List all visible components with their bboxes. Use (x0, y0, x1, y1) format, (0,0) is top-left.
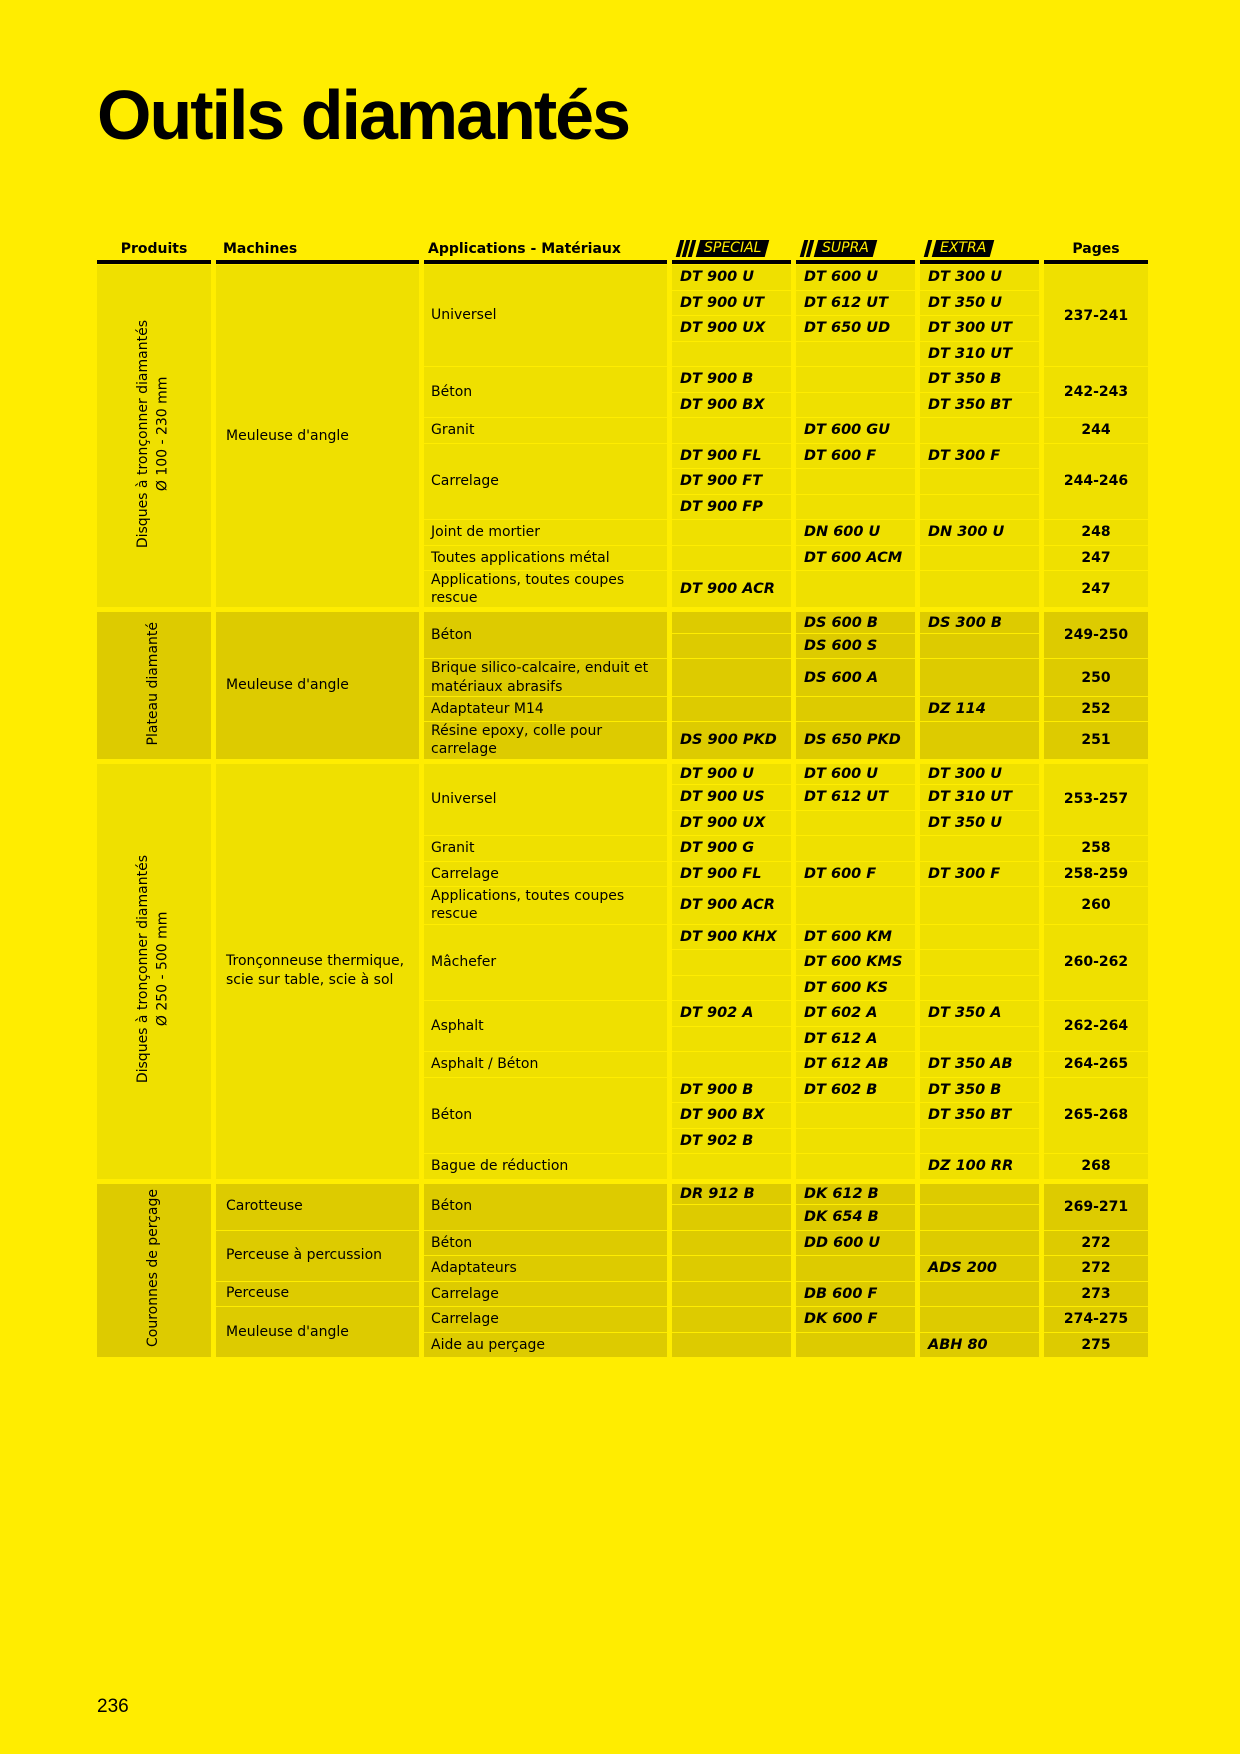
pages-cell: 272 (1044, 1255, 1148, 1281)
special-cell (672, 1255, 791, 1281)
application-cell: Brique silico-calcaire, enduit et matériaux abrasifs (424, 658, 667, 695)
header-row (97, 233, 1148, 264)
supra-cell (796, 366, 915, 392)
pages-cell: 250 (1044, 658, 1148, 695)
table-row (97, 607, 1148, 633)
special-cell: DT 900 ACR (672, 570, 791, 607)
special-cell (672, 519, 791, 545)
special-cell: DT 900 BX (672, 1102, 791, 1128)
pages-cell: 264-265 (1044, 1051, 1148, 1077)
pages-cell: 258-259 (1044, 861, 1148, 887)
extra-cell: DN 300 U (920, 519, 1039, 545)
special-cell (672, 658, 791, 695)
application-cell: Toutes applications métal (424, 545, 667, 571)
supra-cell: DK 612 B (796, 1179, 915, 1205)
supra-cell: DT 612 UT (796, 784, 915, 810)
extra-cell (920, 494, 1039, 520)
supra-cell (796, 392, 915, 418)
application-cell: Carrelage (424, 443, 667, 520)
extra-cell (920, 835, 1039, 861)
supra-cell (796, 1153, 915, 1179)
special-cell (672, 607, 791, 633)
product-cell (97, 607, 211, 758)
page-number: 236 (97, 1696, 129, 1717)
extra-cell: DT 300 F (920, 861, 1039, 887)
pages-cell: 260-262 (1044, 924, 1148, 1001)
pages-cell: 260 (1044, 886, 1148, 923)
application-cell: Carrelage (424, 1306, 667, 1332)
special-cell: DT 900 U (672, 759, 791, 785)
supra-cell (796, 1255, 915, 1281)
application-cell: Béton (424, 366, 667, 417)
special-cell: DT 900 KHX (672, 924, 791, 950)
extra-cell: DT 300 U (920, 759, 1039, 785)
supra-cell: DB 600 F (796, 1281, 915, 1307)
machine-cell: Perceuse (216, 1281, 419, 1307)
special-badge: SPECIAL (678, 240, 767, 257)
extra-cell: DT 350 AB (920, 1051, 1039, 1077)
application-cell: Aide au perçage (424, 1332, 667, 1358)
pages-cell: 275 (1044, 1332, 1148, 1358)
product-cell (97, 759, 211, 1179)
special-cell (672, 1281, 791, 1307)
special-cell (672, 341, 791, 367)
supra-badge: SUPRA (802, 240, 875, 257)
special-cell: DT 900 US (672, 784, 791, 810)
extra-cell: DT 300 U (920, 264, 1039, 290)
extra-cell (920, 1204, 1039, 1230)
pages-cell: 265-268 (1044, 1077, 1148, 1154)
supra-cell: DT 600 KMS (796, 949, 915, 975)
product-cell (97, 264, 211, 607)
extra-cell: DS 300 B (920, 607, 1039, 633)
extra-cell: DT 350 B (920, 366, 1039, 392)
three-bars-icon (678, 240, 696, 257)
extra-cell (920, 545, 1039, 571)
pages-cell: 251 (1044, 721, 1148, 758)
supra-cell (796, 1332, 915, 1358)
special-cell: DT 902 A (672, 1000, 791, 1026)
extra-cell (920, 949, 1039, 975)
header-pages: Pages (1044, 233, 1148, 264)
application-cell: Adaptateur M14 (424, 696, 667, 722)
pages-cell: 258 (1044, 835, 1148, 861)
extra-cell (920, 975, 1039, 1001)
supra-cell: DK 600 F (796, 1306, 915, 1332)
extra-cell (920, 1179, 1039, 1205)
extra-cell: ABH 80 (920, 1332, 1039, 1358)
supra-cell (796, 1102, 915, 1128)
pages-cell: 247 (1044, 570, 1148, 607)
machine-cell: Meuleuse d'angle (216, 607, 419, 758)
supra-cell (796, 886, 915, 923)
special-cell: DS 900 PKD (672, 721, 791, 758)
table-row (97, 264, 1148, 290)
header-applications: Applications - Matériaux (424, 233, 667, 264)
application-cell: Béton (424, 1077, 667, 1154)
supra-cell: DT 600 U (796, 759, 915, 785)
header-supra (796, 233, 915, 264)
machine-cell: Meuleuse d'angle (216, 1306, 419, 1357)
application-cell: Granit (424, 835, 667, 861)
supra-cell: DS 600 B (796, 607, 915, 633)
extra-cell (920, 924, 1039, 950)
special-cell: DT 900 ACR (672, 886, 791, 923)
extra-cell (920, 1281, 1039, 1307)
application-cell: Béton (424, 1230, 667, 1256)
supra-cell (796, 494, 915, 520)
extra-cell (920, 468, 1039, 494)
supra-cell: DK 654 B (796, 1204, 915, 1230)
supra-cell: DS 600 S (796, 633, 915, 659)
machine-cell: Meuleuse d'angle (216, 264, 419, 607)
header-produits: Produits (97, 233, 211, 264)
table-row (97, 1281, 1148, 1307)
supra-cell (796, 696, 915, 722)
supra-cell (796, 468, 915, 494)
supra-cell: DN 600 U (796, 519, 915, 545)
supra-cell (796, 341, 915, 367)
application-cell: Béton (424, 1179, 667, 1230)
extra-cell: DT 350 BT (920, 1102, 1039, 1128)
supra-cell: DT 600 ACM (796, 545, 915, 571)
extra-cell: DT 350 B (920, 1077, 1039, 1103)
supra-cell: DD 600 U (796, 1230, 915, 1256)
special-cell: DT 900 UT (672, 290, 791, 316)
special-cell: DT 902 B (672, 1128, 791, 1154)
supra-cell: DT 612 UT (796, 290, 915, 316)
application-cell: Universel (424, 264, 667, 366)
one-bar-icon (926, 240, 932, 257)
extra-cell (920, 570, 1039, 607)
application-cell: Bague de réduction (424, 1153, 667, 1179)
supra-cell: DT 600 GU (796, 417, 915, 443)
pages-cell: 244-246 (1044, 443, 1148, 520)
pages-cell: 253-257 (1044, 759, 1148, 836)
special-cell: DT 900 FL (672, 443, 791, 469)
application-cell: Béton (424, 607, 667, 658)
extra-cell (920, 721, 1039, 758)
machine-cell: Tronçonneuse thermique, scie sur table, scie à sol (216, 759, 419, 1179)
pages-cell: 272 (1044, 1230, 1148, 1256)
pages-cell: 268 (1044, 1153, 1148, 1179)
special-cell (672, 545, 791, 571)
application-cell: Granit (424, 417, 667, 443)
page-title: Outils diamantés (97, 76, 630, 154)
extra-cell (920, 417, 1039, 443)
special-cell (672, 1306, 791, 1332)
supra-cell: DS 600 A (796, 658, 915, 695)
extra-cell (920, 1026, 1039, 1052)
special-cell: DT 900 UX (672, 315, 791, 341)
application-cell: Universel (424, 759, 667, 836)
application-cell: Mâchefer (424, 924, 667, 1001)
application-cell: Joint de mortier (424, 519, 667, 545)
machine-cell: Perceuse à percussion (216, 1230, 419, 1281)
extra-cell: DT 310 UT (920, 341, 1039, 367)
product-table (92, 233, 1153, 1357)
supra-cell: DT 600 F (796, 861, 915, 887)
extra-cell: DT 310 UT (920, 784, 1039, 810)
pages-cell: 262-264 (1044, 1000, 1148, 1051)
two-bars-icon (802, 240, 814, 257)
pages-cell: 248 (1044, 519, 1148, 545)
supra-cell (796, 810, 915, 836)
special-cell (672, 417, 791, 443)
extra-cell: DZ 100 RR (920, 1153, 1039, 1179)
special-cell: DT 900 UX (672, 810, 791, 836)
header-special (672, 233, 791, 264)
extra-cell (920, 1128, 1039, 1154)
pages-cell: 242-243 (1044, 366, 1148, 417)
supra-cell: DT 600 KS (796, 975, 915, 1001)
application-cell: Asphalt (424, 1000, 667, 1051)
special-cell (672, 696, 791, 722)
table-row (97, 1306, 1148, 1332)
application-cell: Carrelage (424, 1281, 667, 1307)
supra-cell: DT 650 UD (796, 315, 915, 341)
supra-cell: DT 602 B (796, 1077, 915, 1103)
special-cell (672, 1153, 791, 1179)
extra-cell: DT 350 U (920, 810, 1039, 836)
extra-cell: DZ 114 (920, 696, 1039, 722)
extra-cell: ADS 200 (920, 1255, 1039, 1281)
pages-cell: 247 (1044, 545, 1148, 571)
extra-cell: DT 350 A (920, 1000, 1039, 1026)
extra-cell (920, 658, 1039, 695)
extra-cell: DT 350 BT (920, 392, 1039, 418)
special-cell (672, 1230, 791, 1256)
special-cell (672, 1051, 791, 1077)
extra-cell: DT 300 F (920, 443, 1039, 469)
product-label: Disques à tronçonner diamantés Ø 100 - 230 mm (135, 320, 171, 549)
supra-cell: DT 600 KM (796, 924, 915, 950)
special-cell (672, 633, 791, 659)
pages-cell: 249-250 (1044, 607, 1148, 658)
product-label: Plateau diamanté (145, 621, 162, 746)
extra-badge: EXTRA (926, 240, 992, 257)
special-cell: DT 900 B (672, 366, 791, 392)
supra-cell: DT 612 AB (796, 1051, 915, 1077)
special-cell: DT 900 BX (672, 392, 791, 418)
extra-cell (920, 1230, 1039, 1256)
pages-cell: 269-271 (1044, 1179, 1148, 1230)
product-label: Disques à tronçonner diamantés Ø 250 - 500 mm (135, 854, 171, 1084)
pages-cell: 244 (1044, 417, 1148, 443)
supra-cell (796, 1128, 915, 1154)
special-cell (672, 1204, 791, 1230)
special-cell (672, 1026, 791, 1052)
extra-cell: DT 350 U (920, 290, 1039, 316)
supra-cell: DT 602 A (796, 1000, 915, 1026)
product-cell (97, 1179, 211, 1358)
extra-cell: DT 300 UT (920, 315, 1039, 341)
pages-cell: 237-241 (1044, 264, 1148, 366)
application-cell: Asphalt / Béton (424, 1051, 667, 1077)
special-cell: DT 900 U (672, 264, 791, 290)
application-cell: Applications, toutes coupes rescue (424, 886, 667, 923)
table-row (97, 1179, 1148, 1205)
special-cell (672, 949, 791, 975)
machine-cell: Carotteuse (216, 1179, 419, 1230)
pages-cell: 274-275 (1044, 1306, 1148, 1332)
supra-cell: DT 612 A (796, 1026, 915, 1052)
supra-cell: DT 600 F (796, 443, 915, 469)
special-cell: DT 900 FP (672, 494, 791, 520)
special-cell: DT 900 G (672, 835, 791, 861)
application-cell: Adaptateurs (424, 1255, 667, 1281)
special-cell: DT 900 FL (672, 861, 791, 887)
application-cell: Résine epoxy, colle pour carrelage (424, 721, 667, 758)
extra-cell (920, 633, 1039, 659)
supra-cell (796, 835, 915, 861)
application-cell: Applications, toutes coupes rescue (424, 570, 667, 607)
special-cell: DT 900 FT (672, 468, 791, 494)
supra-cell (796, 570, 915, 607)
special-cell (672, 1332, 791, 1358)
pages-cell: 273 (1044, 1281, 1148, 1307)
header-machines: Machines (216, 233, 419, 264)
pages-cell: 252 (1044, 696, 1148, 722)
table-row (97, 759, 1148, 785)
application-cell: Carrelage (424, 861, 667, 887)
table-row (97, 1230, 1148, 1256)
special-cell: DR 912 B (672, 1179, 791, 1205)
extra-cell (920, 1306, 1039, 1332)
extra-cell (920, 886, 1039, 923)
supra-cell: DS 650 PKD (796, 721, 915, 758)
product-label: Couronnes de perçage (145, 1189, 162, 1348)
header-extra (920, 233, 1039, 264)
special-cell (672, 975, 791, 1001)
supra-cell: DT 600 U (796, 264, 915, 290)
special-cell: DT 900 B (672, 1077, 791, 1103)
